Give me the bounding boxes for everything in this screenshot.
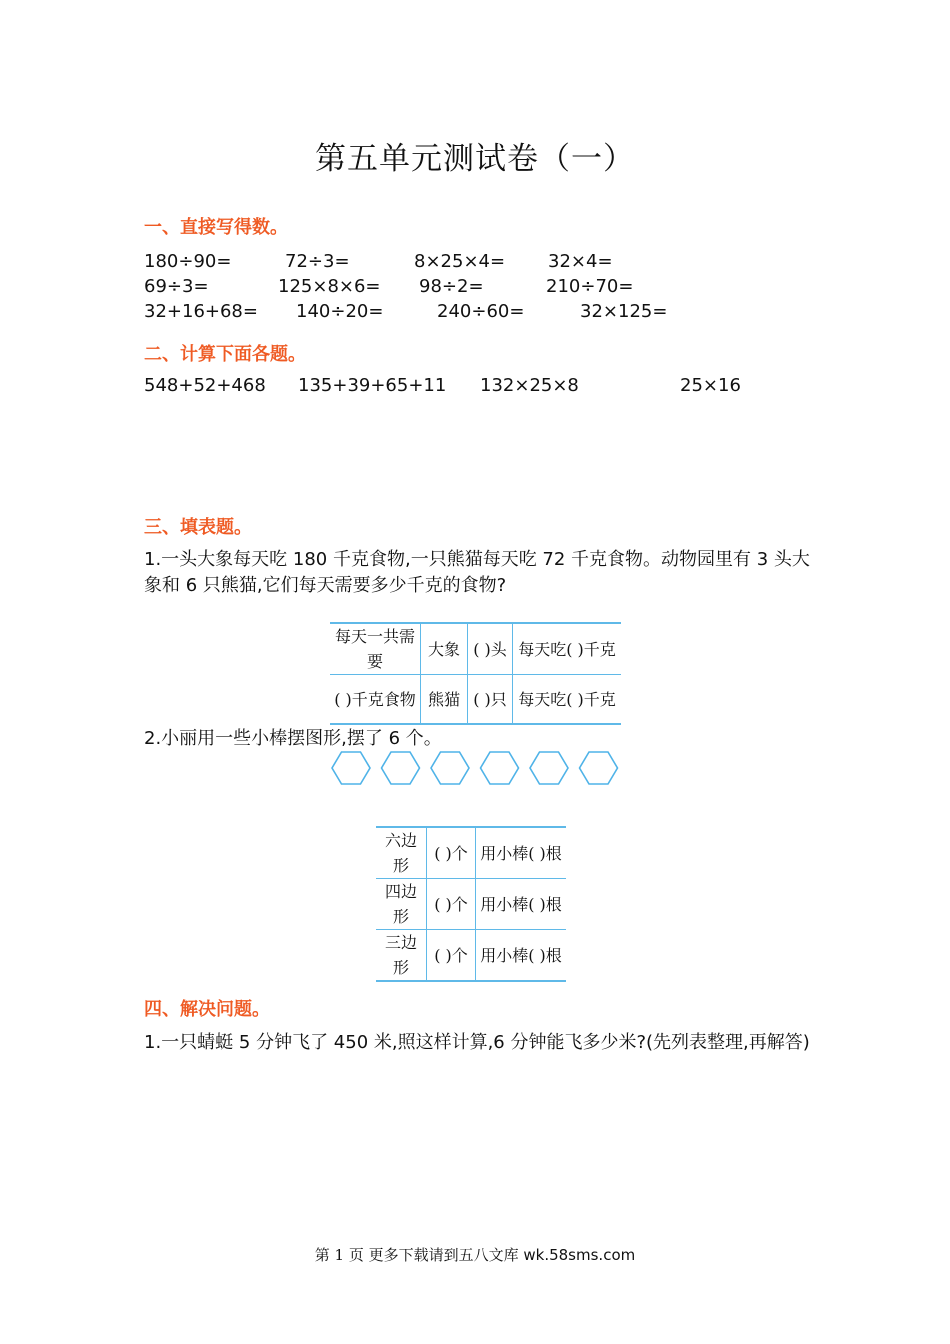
count-cell: ( )个 [427, 930, 476, 982]
oral-calc-item: 210÷70= [546, 276, 634, 297]
oral-calc-item: 69÷3= [144, 276, 209, 297]
section-2-heading: 二、计算下面各题。 [144, 344, 306, 365]
question-4-1: 1.一只蜻蜓 5 分钟飞了 450 米,照这样计算,6 分钟能飞多少米?(先列表整理,再解答) [144, 1032, 810, 1053]
count-cell: ( )头 [468, 623, 513, 675]
hexagon-shape [382, 752, 420, 784]
sticks-cell: 用小棒( )根 [476, 827, 567, 879]
animal-cell: 大象 [421, 623, 468, 675]
oral-calc-item: 72÷3= [285, 251, 350, 272]
oral-calc-item: 240÷60= [437, 301, 525, 322]
footer-url: wk.58sms.com [523, 1246, 636, 1264]
oral-calc-item: 32×125= [580, 301, 668, 322]
oral-calc-item: 98÷2= [419, 276, 484, 297]
food-table [330, 622, 621, 725]
oral-calc-item: 32×4= [548, 251, 613, 272]
oral-calc-item: 32+16+68= [144, 301, 258, 322]
hexagon-shape [481, 752, 519, 784]
hexagon-shape [530, 752, 568, 784]
calc-item: 548+52+468 [144, 375, 266, 396]
section-4-heading: 四、解决问题。 [144, 999, 270, 1020]
question-3-1: 1.一头大象每天吃 180 千克食物,一只熊猫每天吃 72 千克食物。动物园里有 3 头大象和 6 只熊猫,它们每天需要多少千克的食物? [144, 549, 810, 596]
sticks-cell: 用小棒( )根 [476, 930, 567, 982]
count-cell: ( )个 [427, 879, 476, 930]
hexagon-row [328, 748, 620, 788]
count-cell: ( )个 [427, 827, 476, 879]
section-1-heading: 一、直接写得数。 [144, 217, 288, 238]
calc-item: 135+39+65+11 [298, 375, 447, 396]
hexagon-shape [431, 752, 469, 784]
shape-table [376, 826, 566, 982]
oral-calc-item: 125×8×6= [278, 276, 381, 297]
daily-cell: 每天吃( )千克 [513, 623, 622, 675]
shape-cell: 六边形 [376, 827, 427, 879]
daily-cell: 每天吃( )千克 [513, 675, 622, 725]
calc-item: 132×25×8 [480, 375, 579, 396]
hexagon-shape [580, 752, 618, 784]
oral-calc-item: 8×25×4= [414, 251, 506, 272]
oral-calc-item: 140÷20= [296, 301, 384, 322]
calc-item: 25×16 [680, 375, 741, 396]
page-footer [0, 1244, 950, 1265]
hexagon-shape [332, 752, 370, 784]
page-title: 第五单元测试卷（一） [315, 141, 635, 177]
question-3-2: 2.小丽用一些小棒摆图形,摆了 6 个。 [144, 728, 442, 749]
total-need-blank: ( )千克食物 [330, 675, 421, 725]
total-need-label: 每天一共需要 [330, 623, 421, 675]
footer-text: 第 1 页 更多下载请到五八文库 [314, 1246, 524, 1264]
animal-cell: 熊猫 [421, 675, 468, 725]
sticks-cell: 用小棒( )根 [476, 879, 567, 930]
section-3-heading: 三、填表题。 [144, 517, 252, 538]
shape-cell: 四边形 [376, 879, 427, 930]
shape-cell: 三边形 [376, 930, 427, 982]
count-cell: ( )只 [468, 675, 513, 725]
oral-calc-item: 180÷90= [144, 251, 232, 272]
